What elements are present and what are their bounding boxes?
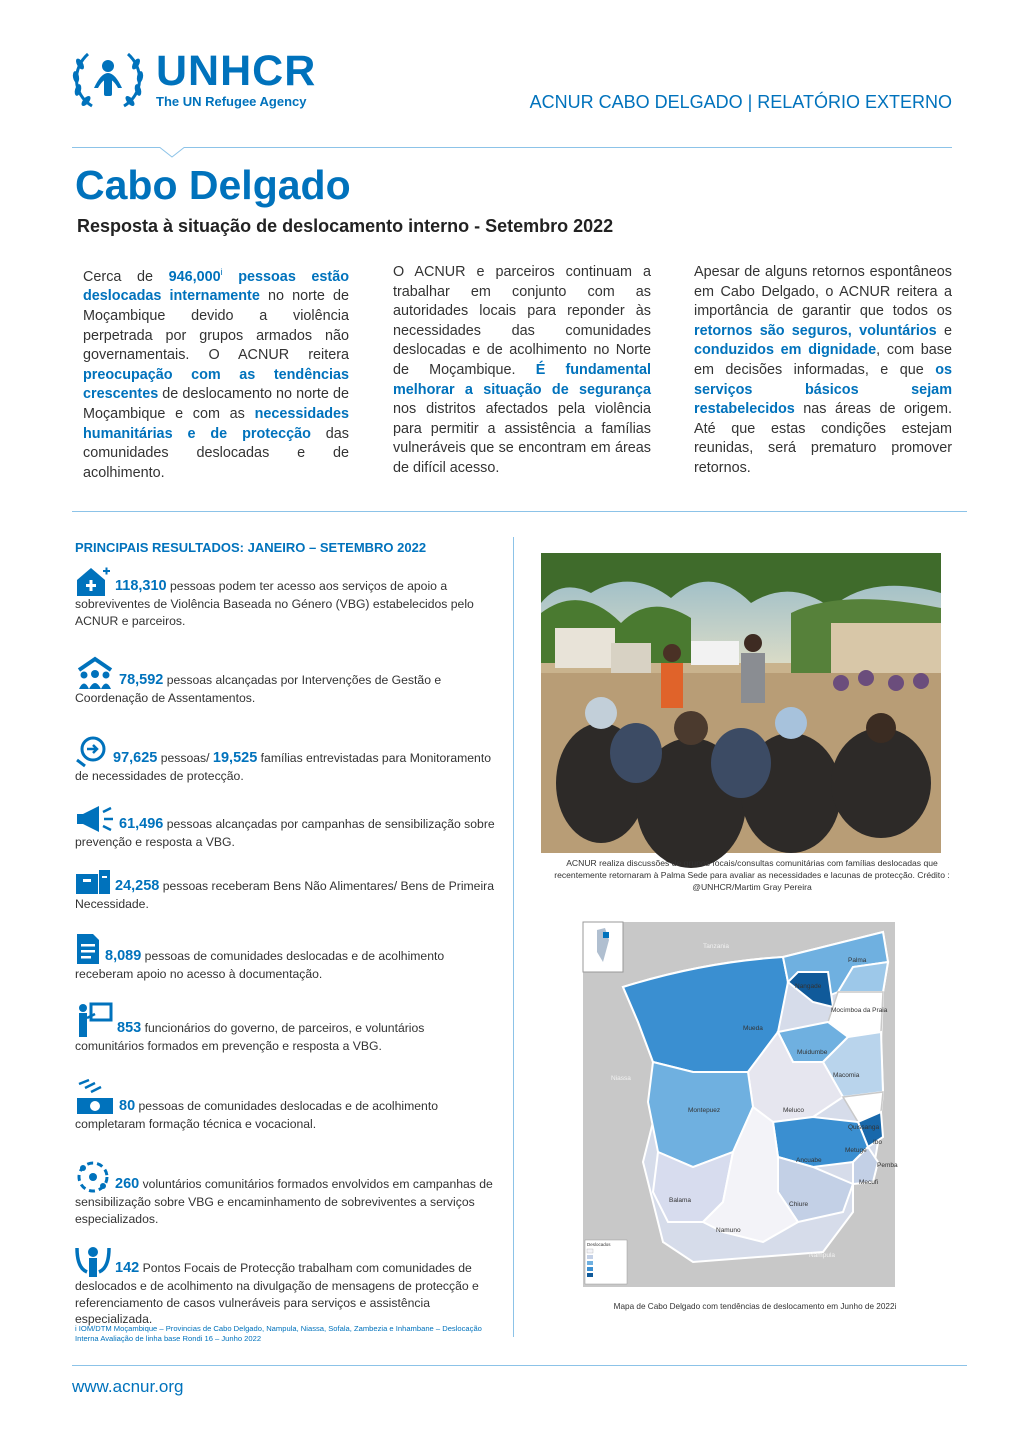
result-item	[75, 804, 495, 851]
map-label: Pemba	[877, 1162, 898, 1169]
map-label: Ancuabe	[796, 1157, 822, 1164]
page-subtitle: Resposta à situação de deslocamento interno - Setembro 2022	[77, 216, 614, 236]
result-text: 78,592 pessoas alcançadas por Intervenções de Gestão e Coordenação de Assentamentos.	[75, 672, 442, 705]
result-text: 260 voluntários comunitários formados envolvidos em campanhas de sensibilização sobre VBG e encaminhamento de sobreviventes a serviços especializados.	[75, 1176, 493, 1226]
result-text: 97,625 pessoas/ 19,525 famílias entrevistadas para Monitoramento de necessidades de protecção.	[75, 750, 491, 783]
intro-column-2: O ACNUR e parceiros continuam a trabalhar em conjunto com as autoridades locais para reponder às necessidades das comunidades deslocadas e de acolhimento no Norte de Moçambique. É fundamental melhorar a situação de segurança nos distritos afectados pela violência para permitir a assistência a famílias vulneráveis que se encontram em áreas de difícil acesso.	[393, 264, 652, 476]
map-label: Mocímboa da Praia	[831, 1007, 888, 1014]
trainer-board-icon	[75, 1002, 113, 1038]
column-divider	[513, 537, 514, 1337]
interview-arrow-icon	[75, 736, 109, 768]
families-shelter-icon	[75, 656, 115, 690]
header-notch	[157, 140, 189, 158]
footer-divider	[72, 1365, 967, 1366]
logo-wordmark: UNHCR	[156, 47, 317, 95]
megaphone-icon	[75, 804, 115, 834]
intro-column-1: Cerca de 946,000$^i$ pessoas estão deslocadas internamente no norte de Moçambique devido a violência perpetrada por grupos armados não governamentais. O ACNUR reitera preocupação com as tendências crescentes de deslocamento no norte de Moçambique e com as necessidades humanitárias e de protecção das comunidades deslocadas e de acolhimento.	[83, 267, 350, 481]
map-label: Mecufi	[859, 1179, 879, 1186]
map-label: Tanzania	[703, 943, 730, 950]
map-label: Nampula	[809, 1252, 836, 1259]
intro-column-3: Apesar de alguns retornos espontâneos em Cabo Delgado, o ACNUR reitera a importância de garantir que todos os retornos são seguros, voluntários e conduzidos em dignidade, com base em decisões informadas, e que os serviços básicos sejam restabelecidos nas áreas de origem. Até que estas condições estejam reunidas, será prematuro promover retornos.	[694, 264, 952, 476]
result-item	[75, 868, 495, 913]
house-plus-icon	[75, 566, 111, 596]
results-heading: PRINCIPAIS RESULTADOS: JANEIRO – SETEMBRO 2022	[75, 540, 427, 555]
volunteer-network-icon	[75, 1160, 111, 1194]
result-item	[75, 566, 495, 629]
result-text: 80 pessoas de comunidades deslocadas e de acolhimento completaram formação técnica e vocacional.	[75, 1098, 438, 1131]
header-divider	[72, 147, 952, 148]
map-label: Metuge	[845, 1147, 867, 1154]
map-label: Macomia	[833, 1072, 860, 1079]
map-label: Ibo	[873, 1139, 883, 1146]
map-label: Balama	[669, 1197, 692, 1204]
map-label: Meluco	[783, 1107, 804, 1114]
map-label: Namuno	[716, 1227, 741, 1234]
result-text: 142 Pontos Focais de Protecção trabalham com comunidades de deslocados e de acolhimento na divulgação de mensagens de protecção e referenciamento de casos vulneráveis para serviços e assistência especializada.	[75, 1260, 479, 1326]
map-label: Quissanga	[848, 1124, 880, 1131]
map-label: Mueda	[743, 1025, 763, 1032]
result-text: 853 funcionários do governo, de parceiros, e voluntários comunitários formados em prevenção e resposta a VBG.	[75, 1020, 425, 1053]
result-item	[75, 1244, 495, 1328]
map-label: Chiure	[789, 1201, 809, 1208]
photo-caption: ACNUR realiza discussões de grupos focais/consultas comunitárias com famílias deslocadas que recentemente retornaram à Palma Sede para avaliar as necessidades e lacunas de protecção. Crédito : @UNHCR/Martim Gray Pereira	[554, 858, 950, 892]
intro-divider	[72, 511, 967, 512]
result-text: 118,310 pessoas podem ter acesso aos serviços de apoio a sobreviventes de Violência Baseada no Género (VBG) estabelecidos pelo ACNUR e parceiros.	[75, 578, 474, 628]
result-item	[75, 932, 495, 983]
document-icon	[75, 932, 101, 966]
website-link[interactable]: www.acnur.org	[72, 1377, 184, 1396]
map-label: Montepuez	[688, 1107, 721, 1114]
report-tag: ACNUR CABO DELGADO | RELATÓRIO EXTERNO	[529, 92, 952, 112]
map-label: Palma	[848, 957, 867, 964]
map-label: Muidumbe	[797, 1049, 828, 1056]
page-title: Cabo Delgado	[75, 162, 351, 208]
result-item	[75, 736, 495, 785]
protection-person-icon	[75, 1244, 111, 1278]
result-item	[75, 656, 495, 707]
result-text: 8,089 pessoas de comunidades deslocadas e de acolhimento receberam apoio no acesso à documentação.	[75, 948, 445, 981]
result-item	[75, 1002, 495, 1055]
unhcr-logo[interactable]	[70, 44, 360, 114]
community-meeting-photo	[541, 553, 941, 853]
cabo-delgado-map	[583, 922, 898, 1287]
result-text: 24,258 pessoas receberam Bens Não Alimentares/ Bens de Primeira Necessidade.	[75, 878, 494, 911]
logo-tagline: The UN Refugee Agency	[156, 94, 307, 109]
result-item	[75, 1160, 495, 1227]
map-legend-title: Deslocados	[587, 1242, 611, 1247]
cash-training-icon	[75, 1078, 115, 1116]
map-label: Niassa	[611, 1075, 631, 1082]
footnote: i IOM/DTM Moçambique – Provincias de Cabo Delgado, Nampula, Niassa, Sofala, Zambezia e Inhambane – Deslocação Interna Avaliação de linha base Rondi 16 – Junho 2022	[75, 1324, 482, 1343]
map-caption: Mapa de Cabo Delgado com tendências de deslocamento em Junho de 2022i	[613, 1302, 897, 1311]
map-label: Nangade	[795, 983, 822, 990]
result-text: 61,496 pessoas alcançadas por campanhas de sensibilização sobre prevenção e resposta a VBG.	[75, 816, 495, 849]
laurel-emblem-icon	[70, 44, 150, 114]
relief-items-icon	[75, 868, 111, 896]
result-item	[75, 1078, 495, 1133]
